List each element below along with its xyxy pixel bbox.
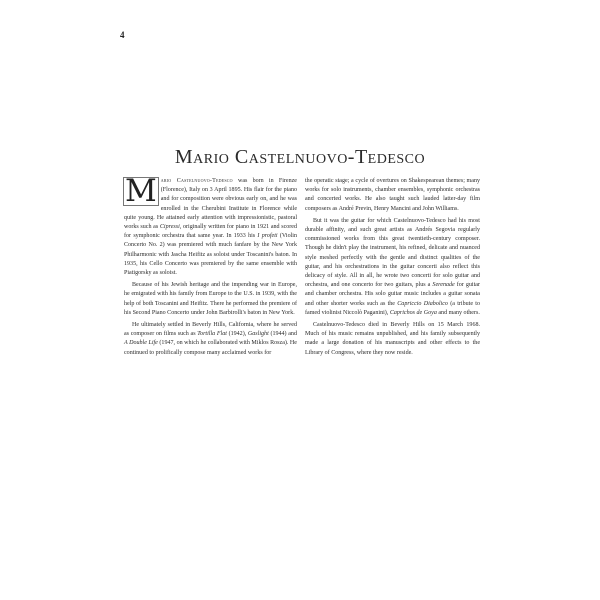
film-title: Tortilla Flat xyxy=(197,331,227,338)
page-number: 4 xyxy=(120,30,125,40)
right-column xyxy=(305,177,480,358)
drop-cap: M xyxy=(125,173,157,209)
paragraph-5: But it was the guitar for which Castelnuovo-Tedesco had his most durable affinity, and such great artists as Andrés Segovia regularly commissioned works from this great twentieth-century composer. Though he didn't play the instrument, his refined, delicate and nuanced style meshed perfectly with the gentle and distinct qualities of the guitar, and his orchestrations in the guitar concerti also reflect this delicacy of style. All in all, he wrote two concerti for solo guitar and orchestra, and one concerto for two guitars, plus a Serenade for guitar and chamber orchestra. His solo guitar music includes a guitar sonata and other shorter works such as the Capriccio Diabolico (a tribute to famed violinist Niccolò Paganini), Caprichos de Goya and many others. xyxy=(305,217,480,316)
left-column xyxy=(124,173,297,358)
work-title: Cipressi xyxy=(159,224,180,231)
lead-name: ario Castelnuovo-Tedesco xyxy=(160,178,233,184)
paragraph-4: the operatic stage; a cycle of overtures on Shakespearean themes; many works for solo instruments, chamber ensembles, symphonic orchestras and concerted works. He also taught such lauded latter-day film composers as André Previn, Henry Mancini and John Williams. xyxy=(305,178,480,212)
film-title: A Double Life xyxy=(124,340,158,347)
paragraph-1: M ario Castelnuovo-Tedesco was born in Firenze (Florence), Italy on 3 April 1895. His flair for the piano and for composition were obvious early on, and he was enrolled in the Cherubini Institute in Florence while quite young. He attained early attention with impressionistic, pastoral works such as Cipressi, originally written for piano in 1921 and scored for symphonic orchestra that same year. In 1933 his I profeti (Violin Concerto No. 2) was premiered with much fanfare by the New York Philharmonic with Jascha Heifitz as soloist under Toscanini's baton. In 1935, his Cello Concerto was premiered by the same ensemble with Piatigorsky as soloist. xyxy=(124,173,297,277)
work-title: Caprichos de Goya xyxy=(389,309,437,316)
work-title: Serenade xyxy=(432,282,455,289)
work-title: I profeti xyxy=(257,233,278,240)
paragraph-2: Because of his Jewish heritage and the impending war in Europe, he emigrated with his family from Europe to the U.S. in 1939, with the help of both Toscanini and Heifitz. There he performed the premiere of his Second Piano Concerto under John Barbirolli's baton in New York. xyxy=(124,282,297,316)
article-title: Mario Castelnuovo-Tedesco xyxy=(174,146,426,168)
paragraph-6: Castelnuovo-Tedesco died in Beverly Hills on 15 March 1968. Much of his music remains unpublished, and his family subsequently made a large donation of his manuscripts and other effects to the Library of Congress, where they now reside. xyxy=(305,322,480,356)
work-title: Capriccio Diabolico xyxy=(397,300,448,307)
paragraph-3: He ultimately settled in Beverly Hills, California, where he served as composer on films such as Tortilla Flat (1942), Gaslight (1944) and A Double Life (1947, on which he collaborated with Miklos Rosza). He continued to prolifically compose many acclaimed works for xyxy=(124,322,297,356)
film-title: Gaslight xyxy=(247,331,269,338)
